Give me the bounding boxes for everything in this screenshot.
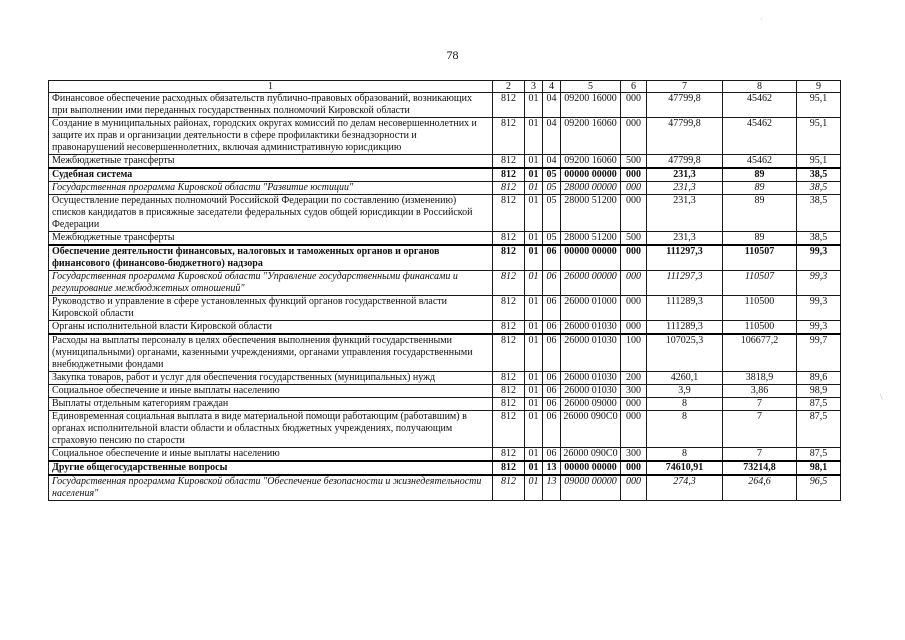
target-article-cell: 09200 16060 xyxy=(561,118,621,155)
table-row xyxy=(49,271,841,296)
subsection-cell: 06 xyxy=(543,334,561,372)
grbs-cell: 812 xyxy=(493,182,525,195)
target-article-cell: 26000 01030 xyxy=(561,334,621,372)
execution-percent-cell: 89,6 xyxy=(797,372,841,385)
header-cell: 1 xyxy=(49,81,493,93)
subsection-cell: 06 xyxy=(543,271,561,296)
planned-amount-cell: 111289,3 xyxy=(647,321,723,335)
subsection-cell: 06 xyxy=(543,372,561,385)
section-cell: 01 xyxy=(525,118,543,155)
planned-amount-cell: 74610,91 xyxy=(647,461,723,475)
expense-type-cell: 300 xyxy=(621,385,647,398)
table-row xyxy=(49,118,841,155)
execution-percent-cell: 99,3 xyxy=(797,321,841,335)
subsection-cell: 13 xyxy=(543,475,561,501)
target-article-cell: 09000 00000 xyxy=(561,475,621,501)
expense-type-cell: 200 xyxy=(621,372,647,385)
grbs-cell: 812 xyxy=(493,232,525,246)
subsection-cell: 06 xyxy=(543,411,561,448)
section-cell: 01 xyxy=(525,155,543,169)
planned-amount-cell: 47799,8 xyxy=(647,155,723,169)
execution-percent-cell: 99,3 xyxy=(797,245,841,271)
subsection-cell: 06 xyxy=(543,296,561,321)
row-name-cell: Социальное обеспечение и иные выплаты населению xyxy=(49,448,493,462)
table-row xyxy=(49,168,841,182)
section-cell: 01 xyxy=(525,168,543,182)
planned-amount-cell: 231,3 xyxy=(647,195,723,232)
execution-percent-cell: 87,5 xyxy=(797,398,841,411)
executed-amount-cell: 3818,9 xyxy=(723,372,797,385)
row-name-cell: Выплаты отдельным категориям граждан xyxy=(49,398,493,411)
expense-type-cell: 000 xyxy=(621,296,647,321)
subsection-cell: 05 xyxy=(543,232,561,246)
grbs-cell: 812 xyxy=(493,448,525,462)
target-article-cell: 00000 00000 xyxy=(561,168,621,182)
target-article-cell: 28000 00000 xyxy=(561,182,621,195)
expense-type-cell: 000 xyxy=(621,271,647,296)
executed-amount-cell: 110507 xyxy=(723,245,797,271)
subsection-cell: 06 xyxy=(543,321,561,335)
section-cell: 01 xyxy=(525,411,543,448)
grbs-cell: 812 xyxy=(493,411,525,448)
section-cell: 01 xyxy=(525,448,543,462)
table-row xyxy=(49,448,841,462)
target-article-cell: 00000 00000 xyxy=(561,245,621,271)
target-article-cell: 28000 51200 xyxy=(561,232,621,246)
row-name-cell: Государственная программа Кировской области "Управление государственными финансами и регулирование межбюджетных отношений" xyxy=(49,271,493,296)
executed-amount-cell: 89 xyxy=(723,168,797,182)
table-row xyxy=(49,334,841,372)
executed-amount-cell: 7 xyxy=(723,411,797,448)
execution-percent-cell: 99,3 xyxy=(797,271,841,296)
planned-amount-cell: 111297,3 xyxy=(647,245,723,271)
subsection-cell: 06 xyxy=(543,245,561,271)
planned-amount-cell: 231,3 xyxy=(647,182,723,195)
header-cell: 2 xyxy=(493,81,525,93)
grbs-cell: 812 xyxy=(493,461,525,475)
grbs-cell: 812 xyxy=(493,321,525,335)
table-row xyxy=(49,93,841,118)
grbs-cell: 812 xyxy=(493,475,525,501)
planned-amount-cell: 47799,8 xyxy=(647,118,723,155)
expense-type-cell: 500 xyxy=(621,232,647,246)
executed-amount-cell: 110507 xyxy=(723,271,797,296)
target-article-cell: 28000 51200 xyxy=(561,195,621,232)
expense-type-cell: 000 xyxy=(621,195,647,232)
budget-table xyxy=(48,80,841,501)
section-cell: 01 xyxy=(525,271,543,296)
table-row xyxy=(49,195,841,232)
execution-percent-cell: 87,5 xyxy=(797,411,841,448)
expense-type-cell: 000 xyxy=(621,118,647,155)
execution-percent-cell: 95,1 xyxy=(797,118,841,155)
target-article-cell: 26000 01000 xyxy=(561,296,621,321)
grbs-cell: 812 xyxy=(493,385,525,398)
executed-amount-cell: 7 xyxy=(723,448,797,462)
expense-type-cell: 100 xyxy=(621,334,647,372)
section-cell: 01 xyxy=(525,245,543,271)
header-cell: 6 xyxy=(621,81,647,93)
execution-percent-cell: 98,9 xyxy=(797,385,841,398)
subsection-cell: 13 xyxy=(543,461,561,475)
expense-type-cell: 500 xyxy=(621,155,647,169)
row-name-cell: Государственная программа Кировской области "Развитие юстиции" xyxy=(49,182,493,195)
scan-mark: · xyxy=(760,14,763,24)
section-cell: 01 xyxy=(525,321,543,335)
section-cell: 01 xyxy=(525,93,543,118)
table-row xyxy=(49,461,841,475)
subsection-cell: 05 xyxy=(543,168,561,182)
target-article-cell: 26000 090С0 xyxy=(561,448,621,462)
target-article-cell: 26000 09000 xyxy=(561,398,621,411)
header-row xyxy=(49,81,841,93)
expense-type-cell: 000 xyxy=(621,321,647,335)
expense-type-cell: 000 xyxy=(621,461,647,475)
subsection-cell: 06 xyxy=(543,385,561,398)
row-name-cell: Создание в муниципальных районах, городских округах комиссий по делам несовершеннолетних и защите их прав и организации деятельности в сфере профилактики безнадзорности и правонарушений несовершеннолетних, включая административную юрисдикцию xyxy=(49,118,493,155)
expense-type-cell: 000 xyxy=(621,93,647,118)
expense-type-cell: 000 xyxy=(621,411,647,448)
planned-amount-cell: 3,9 xyxy=(647,385,723,398)
row-name-cell: Расходы на выплаты персоналу в целях обеспечения выполнения функций государственными (муниципальными) органами, казенными учреждениями, органами управления государственными внебюджетными фондами xyxy=(49,334,493,372)
table-row xyxy=(49,245,841,271)
section-cell: 01 xyxy=(525,475,543,501)
table-row xyxy=(49,385,841,398)
row-name-cell: Руководство и управление в сфере установленных функций органов государственной власти Кировской области xyxy=(49,296,493,321)
execution-percent-cell: 38,5 xyxy=(797,182,841,195)
target-article-cell: 09200 16000 xyxy=(561,93,621,118)
target-article-cell: 00000 00000 xyxy=(561,461,621,475)
section-cell: 01 xyxy=(525,182,543,195)
executed-amount-cell: 45462 xyxy=(723,93,797,118)
planned-amount-cell: 107025,3 xyxy=(647,334,723,372)
row-name-cell: Межбюджетные трансферты xyxy=(49,155,493,169)
grbs-cell: 812 xyxy=(493,372,525,385)
planned-amount-cell: 231,3 xyxy=(647,168,723,182)
grbs-cell: 812 xyxy=(493,398,525,411)
section-cell: 01 xyxy=(525,461,543,475)
section-cell: 01 xyxy=(525,385,543,398)
row-name-cell: Единовременная социальная выплата в виде материальной помощи работающим (работавшим) в органах исполнительной власти области и областных бюджетных учреждениях, получающим страховую пенсию по старости xyxy=(49,411,493,448)
row-name-cell: Социальное обеспечение и иные выплаты населению xyxy=(49,385,493,398)
planned-amount-cell: 111289,3 xyxy=(647,296,723,321)
expense-type-cell: 000 xyxy=(621,168,647,182)
planned-amount-cell: 8 xyxy=(647,448,723,462)
subsection-cell: 06 xyxy=(543,398,561,411)
execution-percent-cell: 99,7 xyxy=(797,334,841,372)
planned-amount-cell: 8 xyxy=(647,411,723,448)
execution-percent-cell: 96,5 xyxy=(797,475,841,501)
planned-amount-cell: 8 xyxy=(647,398,723,411)
executed-amount-cell: 7 xyxy=(723,398,797,411)
table-row xyxy=(49,155,841,169)
executed-amount-cell: 89 xyxy=(723,195,797,232)
section-cell: 01 xyxy=(525,372,543,385)
header-cell: 8 xyxy=(723,81,797,93)
header-cell: 4 xyxy=(543,81,561,93)
executed-amount-cell: 45462 xyxy=(723,155,797,169)
section-cell: 01 xyxy=(525,398,543,411)
row-name-cell: Межбюджетные трансферты xyxy=(49,232,493,246)
table-row xyxy=(49,475,841,501)
row-name-cell: Другие общегосударственные вопросы xyxy=(49,461,493,475)
expense-type-cell: 000 xyxy=(621,182,647,195)
planned-amount-cell: 111297,3 xyxy=(647,271,723,296)
section-cell: 01 xyxy=(525,296,543,321)
target-article-cell: 26000 01030 xyxy=(561,385,621,398)
row-name-cell: Государственная программа Кировской области "Обеспечение безопасности и жизнедеятельности населения" xyxy=(49,475,493,501)
subsection-cell: 05 xyxy=(543,182,561,195)
executed-amount-cell: 110500 xyxy=(723,321,797,335)
table-row xyxy=(49,321,841,335)
row-name-cell: Органы исполнительной власти Кировской области xyxy=(49,321,493,335)
executed-amount-cell: 3,86 xyxy=(723,385,797,398)
target-article-cell: 09200 16060 xyxy=(561,155,621,169)
execution-percent-cell: 95,1 xyxy=(797,93,841,118)
planned-amount-cell: 231,3 xyxy=(647,232,723,246)
grbs-cell: 812 xyxy=(493,195,525,232)
executed-amount-cell: 89 xyxy=(723,232,797,246)
section-cell: 01 xyxy=(525,334,543,372)
scan-mark: \ xyxy=(880,392,883,402)
row-name-cell: Осуществление переданных полномочий Российской Федерации по составлению (изменению) списков кандидатов в присяжные заседатели федеральных судов общей юрисдикции в Российской Федерации xyxy=(49,195,493,232)
executed-amount-cell: 45462 xyxy=(723,118,797,155)
grbs-cell: 812 xyxy=(493,155,525,169)
target-article-cell: 26000 090С0 xyxy=(561,411,621,448)
execution-percent-cell: 87,5 xyxy=(797,448,841,462)
execution-percent-cell: 99,3 xyxy=(797,296,841,321)
executed-amount-cell: 110500 xyxy=(723,296,797,321)
execution-percent-cell: 38,5 xyxy=(797,232,841,246)
executed-amount-cell: 73214,8 xyxy=(723,461,797,475)
grbs-cell: 812 xyxy=(493,118,525,155)
subsection-cell: 04 xyxy=(543,93,561,118)
expense-type-cell: 000 xyxy=(621,475,647,501)
target-article-cell: 26000 01030 xyxy=(561,372,621,385)
planned-amount-cell: 47799,8 xyxy=(647,93,723,118)
grbs-cell: 812 xyxy=(493,334,525,372)
expense-type-cell: 000 xyxy=(621,245,647,271)
section-cell: 01 xyxy=(525,232,543,246)
execution-percent-cell: 38,5 xyxy=(797,195,841,232)
target-article-cell: 26000 01030 xyxy=(561,321,621,335)
header-cell: 5 xyxy=(561,81,621,93)
table-row xyxy=(49,182,841,195)
grbs-cell: 812 xyxy=(493,245,525,271)
execution-percent-cell: 38,5 xyxy=(797,168,841,182)
executed-amount-cell: 106677,2 xyxy=(723,334,797,372)
target-article-cell: 26000 00000 xyxy=(561,271,621,296)
row-name-cell: Закупка товаров, работ и услуг для обеспечения государственных (муниципальных) нужд xyxy=(49,372,493,385)
grbs-cell: 812 xyxy=(493,93,525,118)
table-row xyxy=(49,372,841,385)
subsection-cell: 04 xyxy=(543,118,561,155)
grbs-cell: 812 xyxy=(493,271,525,296)
table-row xyxy=(49,232,841,246)
header-cell: 9 xyxy=(797,81,841,93)
table-row xyxy=(49,398,841,411)
expense-type-cell: 000 xyxy=(621,398,647,411)
grbs-cell: 812 xyxy=(493,168,525,182)
header-cell: 7 xyxy=(647,81,723,93)
subsection-cell: 06 xyxy=(543,448,561,462)
row-name-cell: Финансовое обеспечение расходных обязательств публично-правовых образований, возникающих при выполнении ими переданных государственных полномочий Кировской области xyxy=(49,93,493,118)
grbs-cell: 812 xyxy=(493,296,525,321)
planned-amount-cell: 4260,1 xyxy=(647,372,723,385)
expense-type-cell: 300 xyxy=(621,448,647,462)
table-row xyxy=(49,296,841,321)
table-row xyxy=(49,411,841,448)
section-cell: 01 xyxy=(525,195,543,232)
subsection-cell: 04 xyxy=(543,155,561,169)
subsection-cell: 05 xyxy=(543,195,561,232)
execution-percent-cell: 98,1 xyxy=(797,461,841,475)
row-name-cell: Обеспечение деятельности финансовых, налоговых и таможенных органов и органов финансового (финансово-бюджетного) надзора xyxy=(49,245,493,271)
planned-amount-cell: 274,3 xyxy=(647,475,723,501)
executed-amount-cell: 264,6 xyxy=(723,475,797,501)
executed-amount-cell: 89 xyxy=(723,182,797,195)
row-name-cell: Судебная система xyxy=(49,168,493,182)
execution-percent-cell: 95,1 xyxy=(797,155,841,169)
page-number: 78 xyxy=(446,48,459,62)
header-cell: 3 xyxy=(525,81,543,93)
